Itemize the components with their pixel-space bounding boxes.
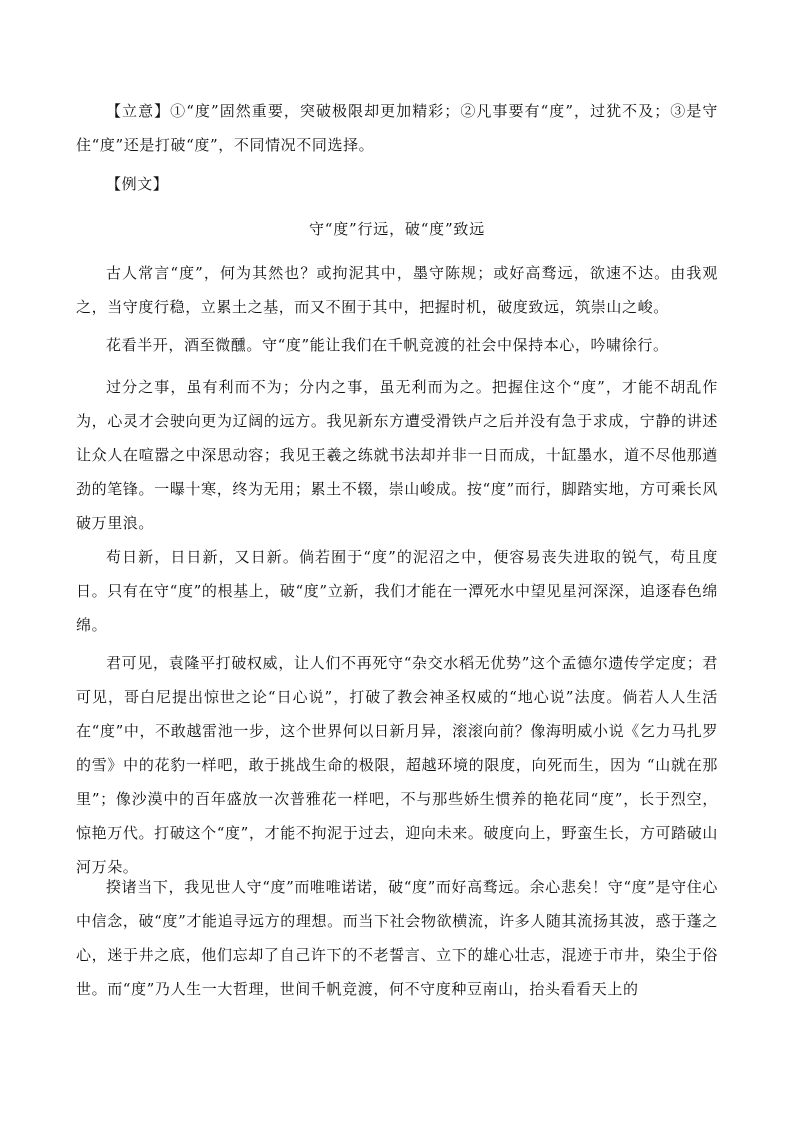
example-label: 【例文】 [106, 175, 169, 193]
essay-paragraph-6: 揆诸当下，我见世人守“度”而唯唯诺诺，破“度”而好高骛远。余心悲矣！守“度”是守住心中信念，破“度”才能追寻远方的理想。而当下社会物欲横流，许多人随其流扬其波，惑于蓬之心，迷于井之底，他们忘却了自己许下的不老誓言、立下的雄心壮志，混迹于市井，染尘于俗世。而“度”乃人生一大哲理，世间千帆竞渡，何不守度种豆南山，抬头看看天上的 [76, 878, 718, 998]
essay-paragraph-1: 古人常言“度”，何为其然也？或拘泥其中，墨守陈规；或好高骛远，欲速不达。由我观之，当守度行稳，立累土之基，而又不囿于其中，把握时机，破度致远，筑崇山之峻。 [76, 264, 718, 316]
essay-paragraph-5: 君可见，袁隆平打破权威，让人们不再死守“杂交水稻无优势”这个孟德尔遗传学定度；君可见，哥白尼提出惊世之论“日心说”，打破了教会神圣权威的“地心说”法度。倘若人人生活在“度”中，不敢越雷池一步，这个世界何以日新月异，滚滚向前？像海明威小说《乞力马扎罗的雪》中的花豹一样吧，敢于挑战生命的极限，超越环境的限度，向死而生，因为 “山就在那里”；像沙漠中的百年盛放一次普雅花一样吧，不与那些娇生惯养的艳花同“度”，长于烈空，惊艳万代。打破这个“度”，才能不拘泥于过去，迎向未来。破度向上，野蛮生长，方可踏破山河万朵。 [76, 654, 718, 876]
essay-paragraph-2: 花看半开，酒至微醺。守“度”能让我们在千帆竞渡的社会中保持本心，吟啸徐行。 [106, 336, 669, 354]
essay-title: 守“度”行远，破“度”致远 [308, 220, 486, 238]
essay-paragraph-3: 过分之事，虽有利而不为；分内之事，虽无利而为之。把握住这个“度”，才能不胡乱作为，心灵才会驶向更为辽阔的远方。我见新东方遭受滑铁卢之后并没有急于求成，宁静的讲述让众人在喧嚣之中深思动容；我见王羲之练就书法却并非一日而成，十缸墨水，道不尽他那遒劲的笔锋。一曝十寒，终为无用；累土不辍，崇山峻成。按“度”而行，脚踏实地，方可乘长风破万里浪。 [76, 378, 718, 532]
intent-paragraph: 【立意】①“度”固然重要，突破极限却更加精彩；②凡事要有“度”，过犹不及；③是守住“度”还是打破“度”，不同情况不同选择。 [76, 102, 718, 154]
essay-paragraph-4: 苟日新，日日新，又日新。倘若囿于“度”的泥沼之中，便容易丧失进取的锐气，苟且度日。只有在守“度”的根基上，破“度”立新，我们才能在一潭死水中望见星河深深，追逐春色绵绵。 [76, 548, 718, 634]
